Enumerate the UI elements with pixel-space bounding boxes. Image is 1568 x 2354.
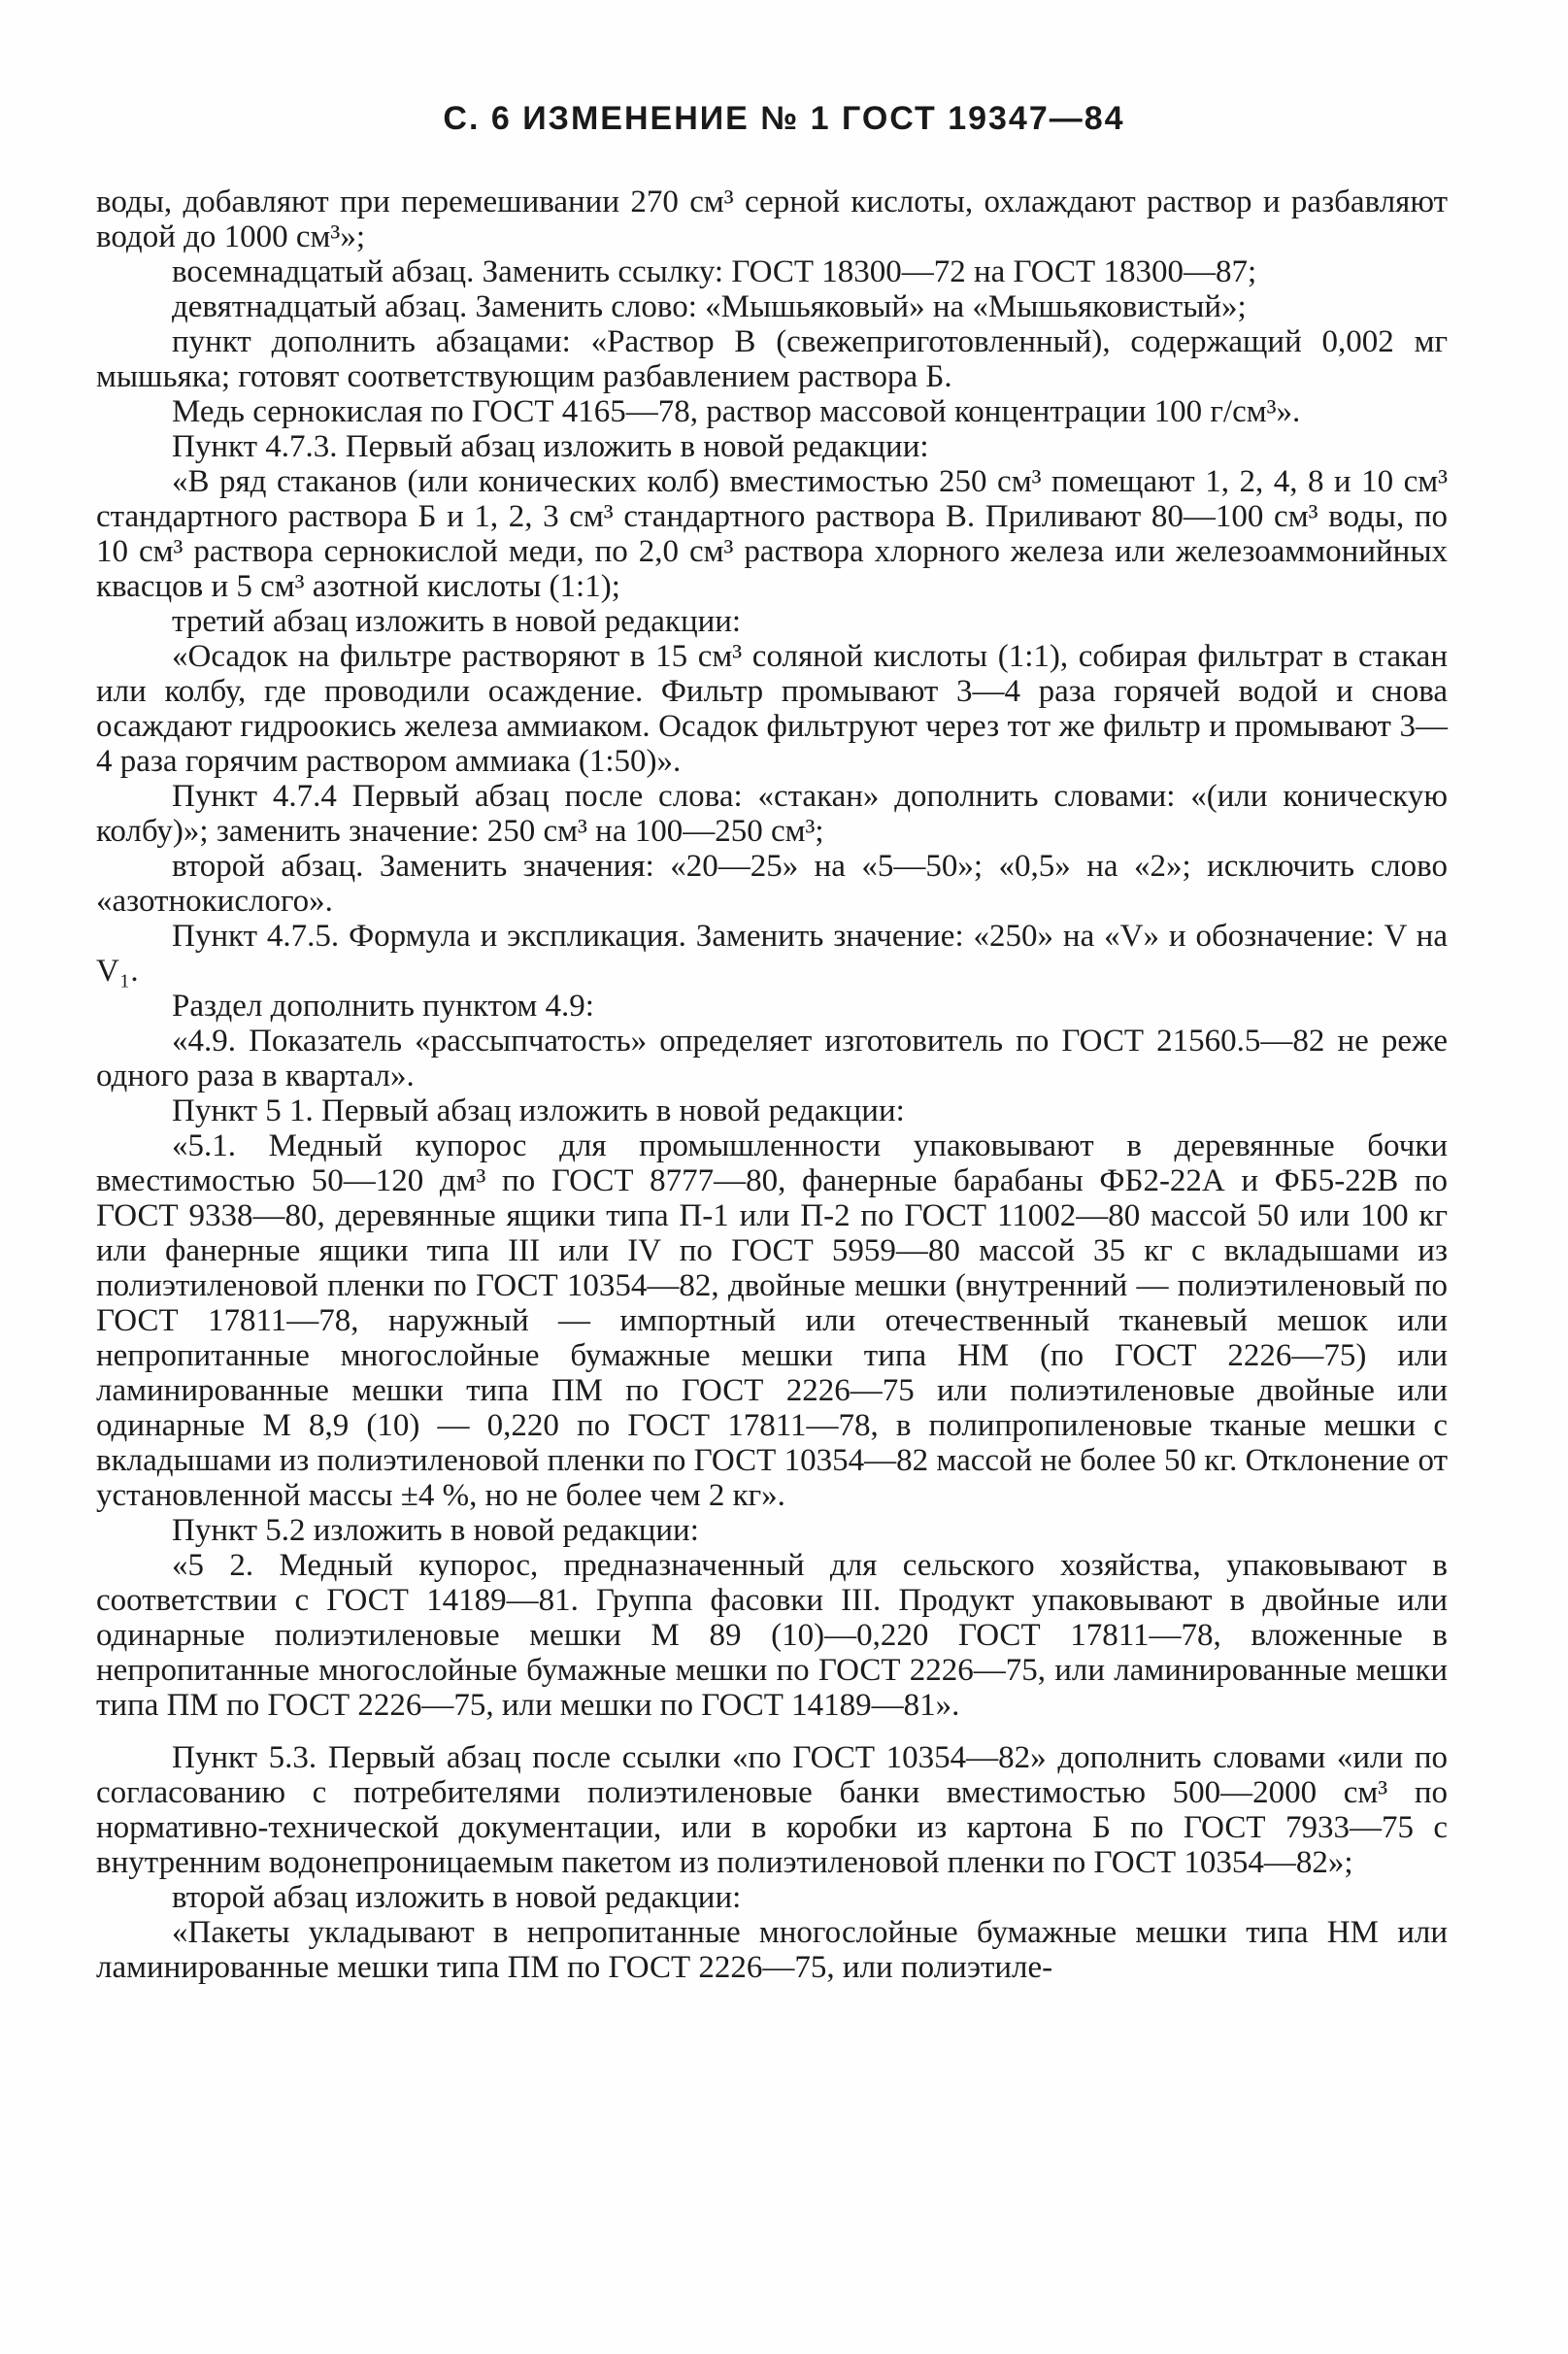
- paragraph: «4.9. Показатель «рассыпчатость» определяет изготовитель по ГОСТ 21560.5—82 не реже одного раза в квартал».: [96, 1024, 1448, 1093]
- paragraph: Пункт 4.7.4 Первый абзац после слова: «стакан» дополнить словами: «(или коническую колбу)»; заменить значение: 250 см³ на 100—250 см³;: [96, 779, 1448, 849]
- paragraph: «В ряд стаканов (или конических колб) вместимостью 250 см³ помещают 1, 2, 4, 8 и 10 см³ стандартного раствора Б и 1, 2, 3 см³ стандартного раствора В. Приливают 80—100 см³ воды, по 10 см³ раствора сернокислой меди, по 2,0 см³ раствора хлорного железа или железоаммонийных квасцов и 5 см³ азотной кислоты (1:1);: [96, 464, 1448, 604]
- paragraph: Пункт 4.7.3. Первый абзац изложить в новой редакции:: [172, 429, 929, 464]
- paragraph: девятнадцатый абзац. Заменить слово: «Мышьяковый» на «Мышьяковистый»;: [172, 289, 1247, 324]
- page-header: С. 6 ИЗМЕНЕНИЕ № 1 ГОСТ 19347—84: [443, 100, 1125, 137]
- paragraph: восемнадцатый абзац. Заменить ссылку: ГОСТ 18300—72 на ГОСТ 18300—87;: [172, 254, 1257, 289]
- paragraph: второй абзац изложить в новой редакции:: [172, 1880, 742, 1915]
- paragraph: «5.1. Медный купорос для промышленности упаковывают в деревянные бочки вместимостью 50—120 дм³ по ГОСТ 8777—80, фанерные барабаны ФБ2-22А и ФБ5-22В по ГОСТ 9338—80, деревянные ящики типа П-1 или П-2 по ГОСТ 11002—80 массой 50 или 100 кг или фанерные ящики типа III или IV по ГОСТ 5959—80 массой 35 кг с вкладышами из полиэтиленовой пленки по ГОСТ 10354—82, двойные мешки (внутренний — полиэтиленовый по ГОСТ 17811—78, наружный — импортный или отечественный тканевый мешок или непропитанные многослойные бумажные мешки типа НМ (по ГОСТ 2226—75) или ламинированные мешки типа ПМ по ГОСТ 2226—75 или полиэтиленовые двойные или одинарные М 8,9 (10) — 0,220 по ГОСТ 17811—78, в полипропиленовые тканые мешки с вкладышами из полиэтиленовой пленки по ГОСТ 10354—82 массой не более 50 кг. Отклонение от установленной массы ±4 %, но не более чем 2 кг».: [96, 1128, 1448, 1513]
- paragraph: Раздел дополнить пунктом 4.9:: [172, 989, 594, 1024]
- paragraph: третий абзац изложить в новой редакции:: [172, 604, 742, 639]
- paragraph: второй абзац. Заменить значения: «20—25» на «5—50»; «0,5» на «2»; исключить слово «азотнокислого».: [96, 849, 1448, 919]
- paragraph: Пункт 5.3. Первый абзац после ссылки «по ГОСТ 10354—82» дополнить словами «или по согласованию с потребителями полиэтиленовые банки вместимостью 500—2000 см³ по нормативно-технической документации, или в коробки из картона Б по ГОСТ 7933—75 с внутренним водонепроницаемым пакетом из полиэтиленовой пленки по ГОСТ 10354—82»;: [96, 1740, 1448, 1880]
- paragraph: Пункт 4.7.5. Формула и экспликация. Заменить значение: «250» на «V» и обозначение: V на V₁.: [96, 919, 1448, 989]
- paragraph-continuation: воды, добавляют при перемешивании 270 см³ серной кислоты, охлаждают раствор и разбавляют водой до 1000 см³»;: [96, 185, 1448, 254]
- paragraph: пункт дополнить абзацами: «Раствор В (свежеприготовленный), содержащий 0,002 мг мышьяка; готовят соответствующим разбавлением раствора Б.: [96, 324, 1448, 394]
- paragraph: Медь сернокислая по ГОСТ 4165—78, раствор массовой концентрации 100 г/см³».: [172, 394, 1301, 429]
- paragraph: «Осадок на фильтре растворяют в 15 см³ соляной кислоты (1:1), собирая фильтрат в стакан или колбу, где проводили осаждение. Фильтр промывают 3—4 раза горячей водой и снова осаждают гидроокись железа аммиаком. Осадок фильтруют через тот же фильтр и промывают 3—4 раза горячим раствором аммиака (1:50)».: [96, 639, 1448, 779]
- paragraph: Пункт 5 1. Первый абзац изложить в новой редакции:: [172, 1093, 905, 1128]
- paragraph: «5 2. Медный купорос, предназначенный для сельского хозяйства, упаковывают в соответствии с ГОСТ 14189—81. Группа фасовки III. Продукт упаковывают в двойные или одинарные полиэтиленовые мешки М 89 (10)—0,220 ГОСТ 17811—78, вложенные в непропитанные многослойные бумажные мешки по ГОСТ 2226—75, или ламинированные мешки типа ПМ по ГОСТ 2226—75, или мешки по ГОСТ 14189—81».: [96, 1548, 1448, 1723]
- body-text: [96, 185, 1448, 1985]
- paragraph: Пункт 5.2 изложить в новой редакции:: [172, 1513, 699, 1548]
- paragraph: «Пакеты укладывают в непропитанные многослойные бумажные мешки типа НМ или ламинированные мешки типа ПМ по ГОСТ 2226—75, или полиэтиле-: [96, 1915, 1448, 1985]
